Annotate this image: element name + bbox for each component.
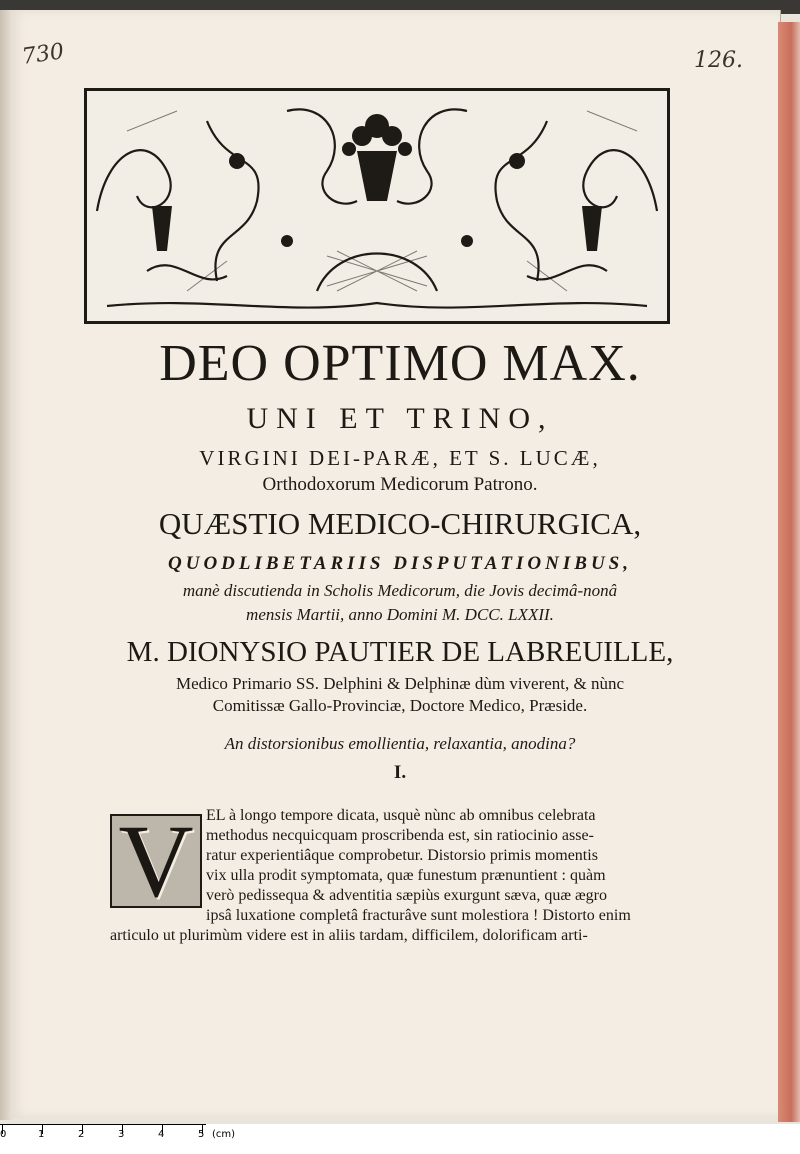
handwritten-page-number: 126. xyxy=(694,48,743,73)
body-line-4: vix ulla prodit symptomata, quæ funestum prænuntient : quàm xyxy=(206,867,606,884)
president-name: M. DIONYSIO PAUTIER DE LABREUILLE, xyxy=(126,636,674,668)
drop-cap-letter: V xyxy=(118,814,194,908)
ornamental-headpiece xyxy=(84,88,670,324)
ruler-label: 2 xyxy=(78,1129,85,1140)
body-line-3: ratur experientiâque comprobetur. Distorsio primis momentis xyxy=(206,847,598,864)
president-title-line-2: Comitissæ Gallo-Provinciæ, Doctore Medico, Præside. xyxy=(212,696,588,715)
handwritten-number-left: 730 xyxy=(20,39,66,70)
body-line-7: articulo ut plurimùm videre est in aliis tardam, difficilem, dolorificam arti- xyxy=(110,927,588,944)
disputation-date-line-1: manè discutienda in Scholis Medicorum, die Jovis decimâ-nonâ xyxy=(182,581,618,600)
dedication-line-virgin: VIRGINI DEI-PARÆ, ET S. LUCÆ, xyxy=(199,446,601,470)
ruler-label: 0 xyxy=(0,1129,7,1140)
floral-ornament-icon xyxy=(87,91,667,321)
ruler-unit-label: (cm) xyxy=(212,1129,236,1140)
disputation-date-line-2: mensis Martii, anno Domini M. DCC. LXXII. xyxy=(246,605,554,624)
page-red-edge xyxy=(778,22,800,1122)
ruler-label: 1 xyxy=(38,1129,45,1140)
body-line-1: EL à longo tempore dicata, usquè nùnc ab omnibus celebrata xyxy=(206,807,596,824)
body-line-6: ipsâ luxatione completâ fracturâve sunt molestiora ! Distorto enim xyxy=(206,907,631,924)
section-number: I. xyxy=(393,762,407,783)
ruler-label: 3 xyxy=(118,1129,125,1140)
question-heading: QUÆSTIO MEDICO-CHIRURGICA, xyxy=(158,506,642,541)
dedication-line-patron: Orthodoxorum Medicorum Patrono. xyxy=(262,474,538,495)
disputation-heading: QUODLIBETARIIS DISPUTATIONIBUS, xyxy=(168,553,632,574)
dedication-title: DEO OPTIMO MAX. xyxy=(159,335,641,392)
president-title-line-1: Medico Primario SS. Delphini & Delphinæ dùm viverent, & nùnc xyxy=(175,674,625,693)
ruler-label: 5 xyxy=(198,1129,205,1140)
ruler-label: 4 xyxy=(158,1129,165,1140)
thesis-question: An distorsionibus emollientia, relaxantia, anodina? xyxy=(224,734,576,753)
dedication-subtitle: UNI ET TRINO, xyxy=(246,402,554,435)
drop-cap-initial xyxy=(110,814,202,908)
body-line-2: methodus necquicquam proscribenda est, sin ratiocinio asse- xyxy=(206,827,594,844)
body-line-5: verò pedissequa & adventitia sæpiùs exurgunt sæva, quæ ægro xyxy=(206,887,607,904)
